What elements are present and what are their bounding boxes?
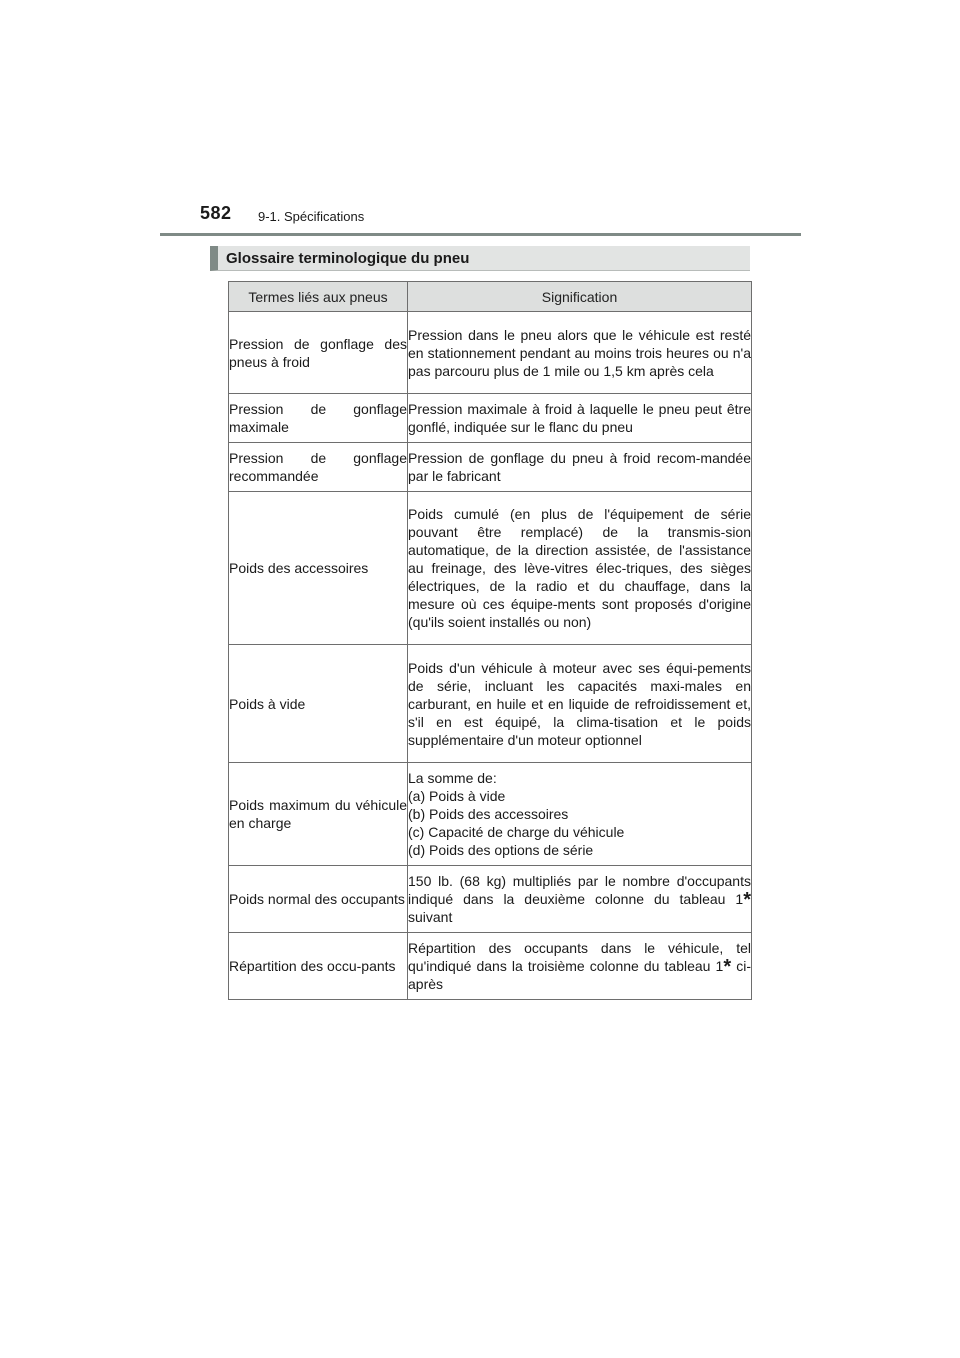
glossary-heading: Glossaire terminologique du pneu xyxy=(226,250,470,267)
term-cell xyxy=(229,443,408,492)
header-rule xyxy=(160,233,801,236)
table-row xyxy=(229,492,752,645)
term-text: Pression de gonflage maximale xyxy=(229,401,407,435)
definition-text-tail: suivant xyxy=(408,909,453,925)
definition-text: Pression maximale à froid à laquelle le pneu peut être gonflé, indiquée sur le flanc du pneu xyxy=(408,401,751,435)
term-text: Poids à vide xyxy=(229,695,306,712)
term-text: Pression de gonflage recommandée xyxy=(229,450,407,484)
definition-text: Pression dans le pneu alors que le véhicule est resté en stationnement pendant au moins trois heures ou n'a pas parcouru plus de 1 mile ou 1,5 km après cela xyxy=(408,326,751,379)
term-cell xyxy=(229,394,408,443)
footnote-star: * xyxy=(743,889,751,911)
definition-cell xyxy=(408,645,752,763)
definition-cell xyxy=(408,492,752,645)
table-row xyxy=(229,933,752,1000)
definition-cell xyxy=(408,394,752,443)
definition-text xyxy=(408,933,751,999)
definition-text: Pression de gonflage du pneu à froid recom-mandée par le fabricant xyxy=(408,450,751,484)
table-row xyxy=(229,645,752,763)
term-cell xyxy=(229,312,408,394)
table-row xyxy=(229,763,752,866)
term-cell xyxy=(229,763,408,866)
definition-text-main: 150 lb. (68 kg) multipliés par le nombre d'occupants indiqué dans la deuxième colonne du tableau 1 xyxy=(408,873,751,907)
definition-cell xyxy=(408,443,752,492)
term-cell xyxy=(229,492,408,645)
definition-text-main: Répartition des occupants dans le véhicule, tel qu'indiqué dans la troisième colonne du tableau 1 xyxy=(408,940,751,974)
definition-cell xyxy=(408,312,752,394)
definition-text xyxy=(408,866,751,932)
definition-cell xyxy=(408,866,752,933)
definition-list-item: (c) Capacité de charge du véhicule xyxy=(408,824,625,840)
term-text: Répartition des occu-pants xyxy=(229,958,396,974)
table-row xyxy=(229,312,752,394)
definition-cell xyxy=(408,933,752,1000)
term-cell xyxy=(229,933,408,1000)
term-text: Pression de gonflage des pneus à froid xyxy=(229,335,407,370)
column-header-meaning: Signification xyxy=(408,282,752,312)
table-row xyxy=(229,443,752,492)
column-header-terms: Termes liés aux pneus xyxy=(229,282,408,312)
definition-intro: La somme de: xyxy=(408,770,497,786)
glossary-heading-bar xyxy=(210,246,750,271)
table-row xyxy=(229,866,752,933)
glossary-table xyxy=(228,281,752,1000)
term-text: Poids maximum du véhicule en charge xyxy=(229,797,407,831)
table-row xyxy=(229,394,752,443)
definition-list-item: (d) Poids des options de série xyxy=(408,842,594,858)
term-text: Poids des accessoires xyxy=(229,560,369,576)
term-text: Poids normal des occupants xyxy=(229,891,405,907)
table-header-row xyxy=(229,282,752,312)
definition-text: Poids d'un véhicule à moteur avec ses équi-pements de série, incluant les capacités maxi-males en carburant, en huile et en liquide de refroidissement et, s'il en est équipé, la clima-tisation et le poids supplémentaire d'un moteur optionnel xyxy=(408,659,751,748)
definition-list-item: (a) Poids à vide xyxy=(408,788,506,804)
definition-list-item: (b) Poids des accessoires xyxy=(408,806,569,822)
definition-text-tail: ci-après xyxy=(408,958,751,992)
definition-cell xyxy=(408,763,752,866)
footnote-star: * xyxy=(723,956,732,978)
page-number: 582 xyxy=(200,203,232,223)
section-title: 9-1. Spécifications xyxy=(258,209,365,224)
term-cell xyxy=(229,866,408,933)
definition-text: Poids cumulé (en plus de l'équipement de série pouvant être remplacé) de la transmis-sion automatique, de la direction assistée, de l'assistance au freinage, des lève-vitres élec-triques, des sièges électriques, de la radio et du chauffage, dans la mesure où ces équipe-ments sont proposés d'origine (qu'ils soient installés ou non) xyxy=(408,506,751,630)
term-cell xyxy=(229,645,408,763)
